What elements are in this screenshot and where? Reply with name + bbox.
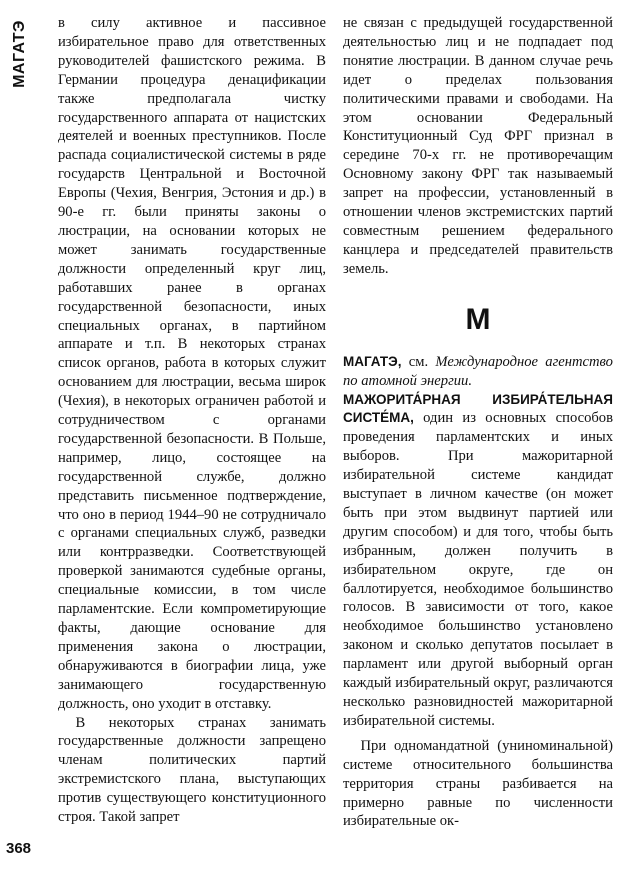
left-paragraph-1: в силу активное и пассивное избирательное право для ответственных руководителей фашистского режима. В Германии процедура денацификации также предполагала чистку государственного аппарата от нацистских деятелей и военных преступников. После распада социалистической системы в ряде государств Центральной и Восточной Европы (Чехия, Венгрия, Эстония и др.) в 90-е гг. были приняты законы о люстрации, на основании которых не может занимать государственные должности определенный круг лиц, работавших ранее в органах государственной безопасности, иных специальных органах, в партийном аппарате и т.п. В некоторых странах список органов, работа в которых служит основанием для люстрации, весьма широк (Чехия), в некоторых ограничен работой и сотрудничеством с органами государственной безопасности. В Польше, например, лицо, состоящее на государственной службе, должно представить письменное подтверждение, что оно в период 1944–90 не сотрудничало с органами специальных служб, разведки или контрразведки. Соответствующей проверкой занимаются судебные органы, специальные комиссии, в том числе парламентские. Если компрометирующие факты, дающие основание для применения закона о люстрации, обнаруживаются в биографии лица, уже занимающего государственную должность, оно уходит в отставку. — [58, 15, 326, 712]
running-head-text: МАГАТЭ — [11, 20, 28, 88]
entry-magate — [343, 353, 613, 391]
entry-majoritarian-headword: МАЖОРИТА́РНАЯ ИЗБИРА́ТЕЛЬНАЯ СИСТЕ́МА, — [343, 391, 613, 426]
entry-magate-reference: Международное агентство по атомной энергии. — [343, 353, 613, 389]
section-letter: М — [465, 302, 491, 336]
entry-magate-headword: МАГАТЭ, — [343, 353, 402, 369]
entry-majoritarian-definition: один из основных способов проведения парламентских и иных выборов. При мажоритарной избирательной системе кандидат выступает в личном качестве (он может быть при этом выдвинут партией или другим способом) и для того, чтобы быть избранным, должен получить в избирательном округе, где он баллотируется, необходимое большинство голосов. В зависимости от того, какое необходимое большинство установлено законом и сколько депутатов посылает в парламент или другой выборный орган каждый избирательный округ, различаются несколько разновидностей мажоритарной избирательной системы. — [343, 410, 613, 729]
left-paragraph-2: В некоторых странах занимать государственные должности запрещено членам политических партий экстремистского плана, выступающих против существующего конституционного строя. Такой запрет — [58, 714, 326, 826]
right-paragraph-last: При одномандатной (униноминальной) системе относительного большинства территория страны разбивается на примерно равные по численности избирательные ок- — [343, 737, 613, 830]
entry-magate-see: см. — [401, 353, 436, 370]
left-column — [58, 14, 326, 827]
right-column — [343, 14, 613, 831]
entry-majoritarian — [343, 391, 613, 731]
page-number: 368 — [6, 840, 32, 857]
right-paragraph-1: не связан с предыдущей государственной деятельностью лиц и не подпадает под понятие люстрации. В данном случае речь идет о пределах пользования политическими правами и свободами. На этом основании Федеральный Конституционный Суд ФРГ признал в середине 70-х гг. не противоречащим Основному закону ФРГ так называемый запрет на профессии, установленный в отношении членов экстремистских партий совместным решением федерального канцлера и председателей правительств земель. — [343, 15, 613, 277]
running-head — [6, 14, 34, 94]
